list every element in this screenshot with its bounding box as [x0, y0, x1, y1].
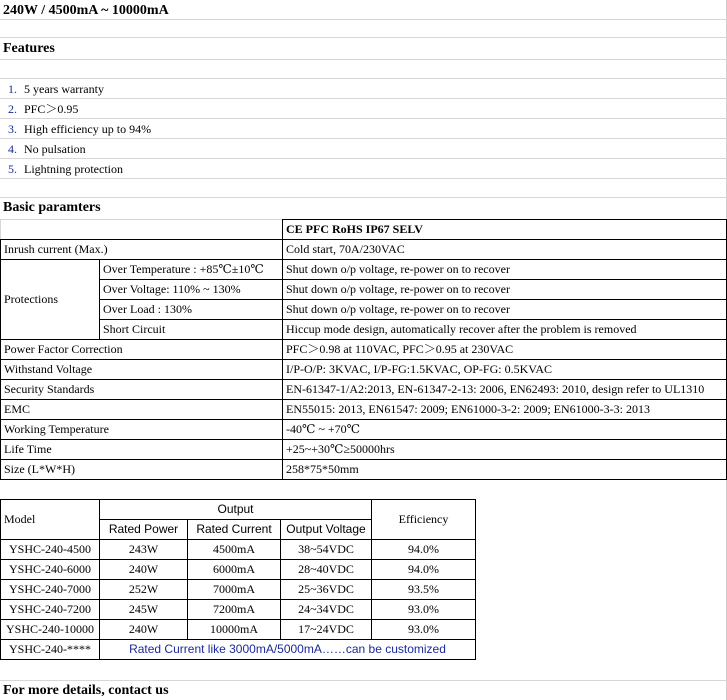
table-row	[1, 620, 476, 640]
param-value: 258*75*50mm	[283, 460, 727, 480]
param-label: Size (L*W*H)	[1, 460, 283, 480]
feature-item	[8, 161, 123, 177]
divider	[0, 138, 727, 139]
table-row	[1, 300, 727, 320]
param-value: I/P-O/P: 3KVAC, I/P-FG:1.5KVAC, OP-FG: 0.5KVAC	[283, 360, 727, 380]
feature-number: 2.	[8, 102, 17, 116]
efficiency-header: Efficiency	[372, 500, 476, 540]
model-cell: YSHC-240-4500	[1, 540, 100, 560]
models-table	[0, 499, 476, 660]
features-heading: Features	[3, 41, 55, 56]
model-header: Model	[1, 500, 100, 540]
feature-text: PFC＞0.95	[24, 102, 79, 116]
table-row	[1, 320, 727, 340]
efficiency-cell: 94.0%	[372, 560, 476, 580]
model-cell: YSHC-240-10000	[1, 620, 100, 640]
table-row	[1, 600, 476, 620]
param-value: -40℃ ~ +70℃	[283, 420, 727, 440]
power-cell: 240W	[100, 560, 188, 580]
param-label: EMC	[1, 400, 283, 420]
efficiency-cell: 93.0%	[372, 600, 476, 620]
efficiency-cell: 93.5%	[372, 580, 476, 600]
table-row	[1, 440, 727, 460]
table-row	[1, 420, 727, 440]
divider	[0, 158, 727, 159]
table-row	[1, 340, 727, 360]
divider	[0, 37, 727, 38]
param-label: Security Standards	[1, 380, 283, 400]
table-row	[1, 220, 727, 240]
page-title: 240W / 4500mA ~ 10000mA	[3, 3, 169, 18]
param-value: EN-61347-1/A2:2013, EN-61347-2-13: 2006, EN62493: 2010, design refer to UL1310	[283, 380, 727, 400]
divider	[0, 197, 727, 198]
protections-label: Protections	[1, 260, 100, 340]
table-row	[1, 560, 476, 580]
feature-item	[8, 141, 86, 157]
current-cell: 6000mA	[188, 560, 281, 580]
power-cell: 252W	[100, 580, 188, 600]
divider	[0, 178, 727, 179]
divider	[0, 680, 727, 681]
feature-text: No pulsation	[24, 142, 86, 156]
table-row	[1, 400, 727, 420]
divider	[0, 118, 727, 119]
protection-value: Hiccup mode design, automatically recover after the problem is removed	[283, 320, 727, 340]
divider	[0, 59, 727, 60]
param-label: Withstand Voltage	[1, 360, 283, 380]
feature-item	[8, 121, 151, 137]
basic-params-heading: Basic paramters	[3, 200, 101, 215]
param-label: Power Factor Correction	[1, 340, 283, 360]
table-row	[1, 360, 727, 380]
feature-number: 4.	[8, 142, 17, 156]
current-cell: 10000mA	[188, 620, 281, 640]
output-header: Output	[100, 500, 372, 520]
model-cell: YSHC-240-6000	[1, 560, 100, 580]
voltage-cell: 24~34VDC	[281, 600, 372, 620]
feature-item	[8, 81, 104, 97]
protection-value: Shut down o/p voltage, re-power on to recover	[283, 300, 727, 320]
table-row	[1, 280, 727, 300]
feature-number: 1.	[8, 82, 17, 96]
voltage-cell: 38~54VDC	[281, 540, 372, 560]
feature-number: 5.	[8, 162, 17, 176]
feature-text: 5 years warranty	[24, 82, 104, 96]
divider	[0, 78, 727, 79]
protection-type: Over Voltage: 110% ~ 130%	[100, 280, 283, 300]
current-cell: 7200mA	[188, 600, 281, 620]
power-cell: 245W	[100, 600, 188, 620]
efficiency-cell: 93.0%	[372, 620, 476, 640]
voltage-cell: 28~40VDC	[281, 560, 372, 580]
protection-type: Short Circuit	[100, 320, 283, 340]
power-cell: 240W	[100, 620, 188, 640]
model-cell: YSHC-240-7000	[1, 580, 100, 600]
protection-value: Shut down o/p voltage, re-power on to recover	[283, 260, 727, 280]
model-cell: YSHC-240-7200	[1, 600, 100, 620]
table-row	[1, 460, 727, 480]
feature-item	[8, 101, 78, 117]
divider	[0, 98, 727, 99]
model-cell: YSHC-240-****	[1, 640, 100, 660]
table-row	[1, 640, 476, 660]
output-voltage-header: Output Voltage	[281, 520, 372, 540]
feature-text: High efficiency up to 94%	[24, 122, 152, 136]
table-row	[1, 380, 727, 400]
blank-cell	[1, 220, 283, 240]
power-cell: 243W	[100, 540, 188, 560]
protection-type: Over Load : 130%	[100, 300, 283, 320]
current-cell: 7000mA	[188, 580, 281, 600]
protection-value: Shut down o/p voltage, re-power on to recover	[283, 280, 727, 300]
param-value: EN55015: 2013, EN61547: 2009; EN61000-3-2: 2009; EN61000-3-3: 2013	[283, 400, 727, 420]
param-value: PFC＞0.98 at 110VAC, PFC＞0.95 at 230VAC	[283, 340, 727, 360]
param-label: Inrush current (Max.)	[1, 240, 283, 260]
voltage-cell: 25~36VDC	[281, 580, 372, 600]
params-table	[0, 219, 727, 480]
table-row	[1, 240, 727, 260]
param-label: Life Time	[1, 440, 283, 460]
table-row	[1, 540, 476, 560]
rated-power-header: Rated Power	[100, 520, 188, 540]
rated-current-header: Rated Current	[188, 520, 281, 540]
param-value: +25~+30℃≥50000hrs	[283, 440, 727, 460]
param-value: Cold start, 70A/230VAC	[283, 240, 727, 260]
custom-note: Rated Current like 3000mA/5000mA……can be customized	[100, 640, 476, 660]
contact-heading: For more details, contact us	[3, 683, 169, 698]
certifications: CE PFC RoHS IP67 SELV	[283, 220, 727, 240]
table-row	[1, 580, 476, 600]
protection-type: Over Temperature : +85℃±10℃	[100, 260, 283, 280]
param-label: Working Temperature	[1, 420, 283, 440]
efficiency-cell: 94.0%	[372, 540, 476, 560]
table-row	[1, 500, 476, 520]
feature-text: Lightning protection	[24, 162, 123, 176]
table-row	[1, 260, 727, 280]
current-cell: 4500mA	[188, 540, 281, 560]
divider	[0, 19, 727, 20]
feature-number: 3.	[8, 122, 17, 136]
voltage-cell: 17~24VDC	[281, 620, 372, 640]
